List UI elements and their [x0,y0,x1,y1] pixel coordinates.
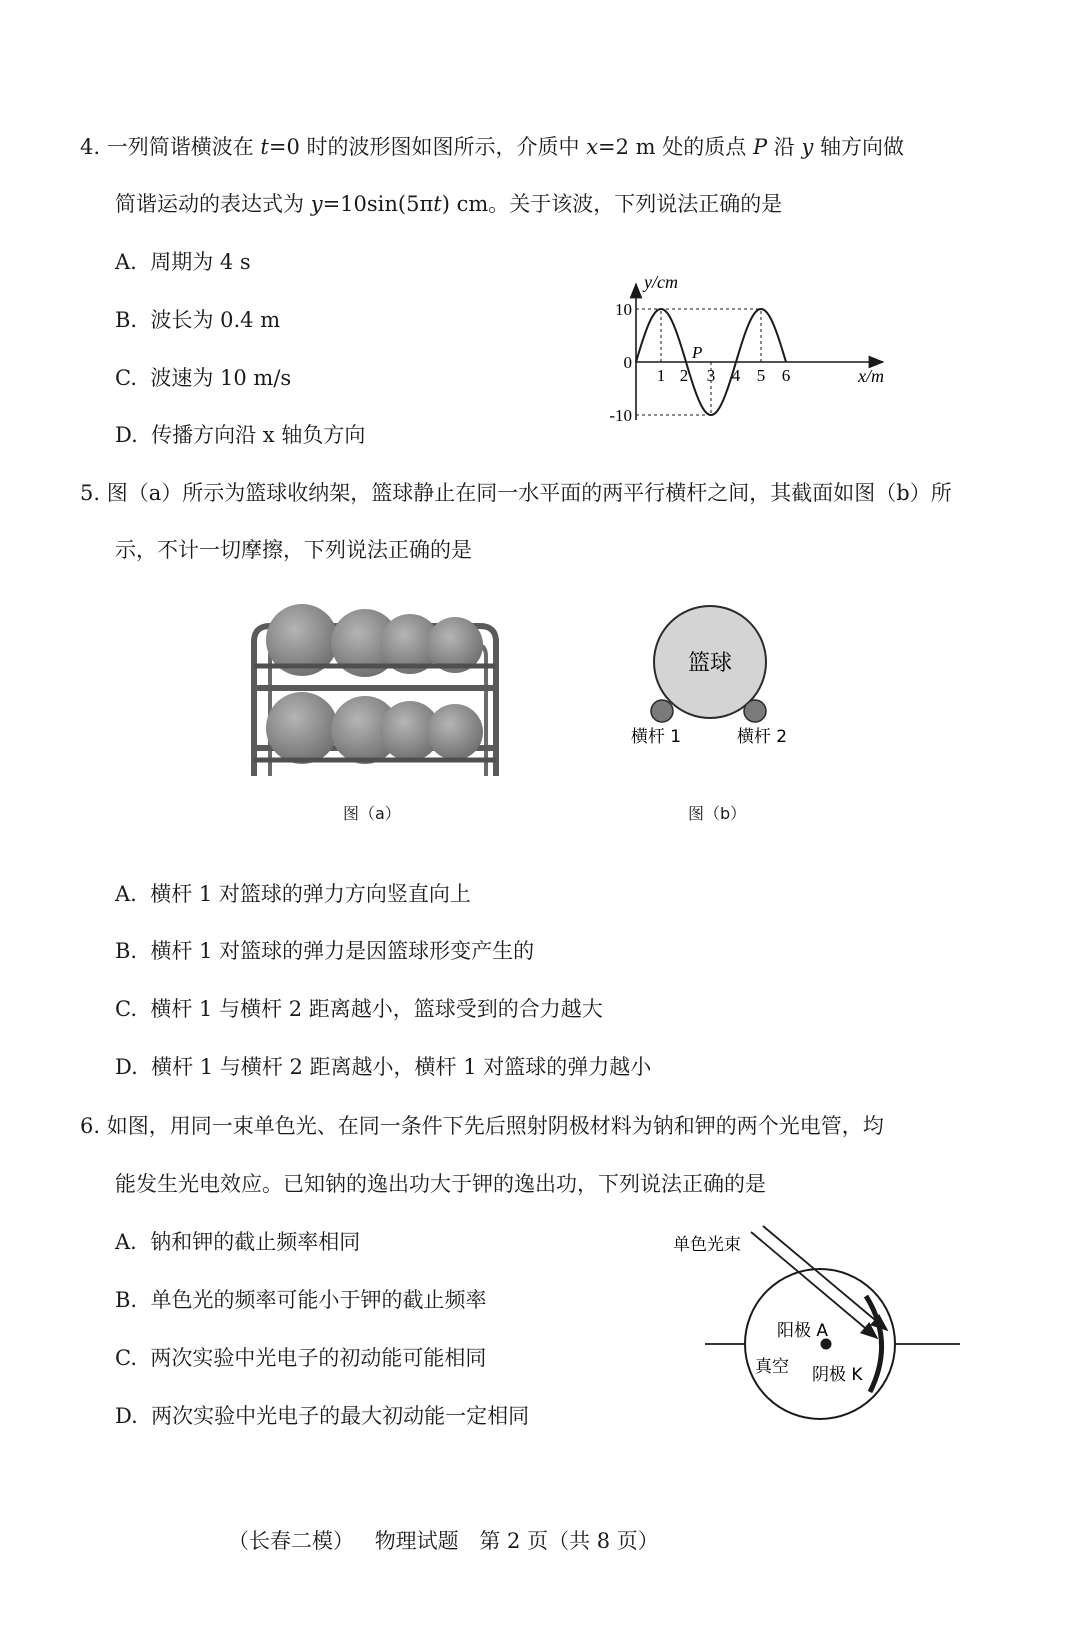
basketball [427,704,483,760]
x-tick-label: 5 [756,366,766,385]
x-tick-label: 6 [781,366,791,385]
q4-option-a: A. 周期为 4 s [115,250,251,274]
y-tick-label: -10 [609,406,632,425]
q6-option-d: D. 两次实验中光电子的最大初动能一定相同 [115,1404,530,1428]
x-tick-label: 1 [656,366,666,385]
cross-section-figure [610,600,810,755]
x-tick-label: 3 [706,366,716,385]
point-p-label: P [692,343,703,362]
q4-number: 4. [80,135,101,159]
bar-1-label: 横杆 1 [630,727,682,747]
q4-stem-line1: 4. 一列简谐横波在 t=0 时的波形图如图所示，介质中 x=2 m 处的质点 P 沿 y 轴方向做 [80,135,904,159]
q5-stem-line2: 示，不计一切摩擦，下列说法正确的是 [115,538,472,562]
bar-2 [744,700,766,722]
vacuum-label: 真空 [755,1357,789,1377]
q5-option-b: B. 横杆 1 对篮球的弹力是因篮球形变产生的 [115,939,535,963]
q4-option-b: B. 波长为 0.4 m [115,308,281,332]
y-tick-label: 10 [615,300,632,319]
footer-subject: 物理试题 [374,1529,459,1553]
figure-b-caption: 图（b） [688,804,747,823]
wave-graph [600,270,900,435]
q6-option-b: B. 单色光的频率可能小于钾的截止频率 [115,1288,487,1312]
footer-exam: （长春二模） [228,1529,354,1553]
y-tick-label: 0 [623,353,632,372]
beam-label: 单色光束 [673,1235,741,1255]
cathode-label: 阴极 K [812,1365,863,1385]
bar-2-label: 横杆 2 [736,727,788,747]
bar-1 [651,700,673,722]
q6-option-c: C. 两次实验中光电子的初动能可能相同 [115,1346,487,1370]
basketball-rack-figure [240,600,510,785]
y-axis-label: y/cm [644,272,678,292]
figure-a-caption: 图（a） [343,804,401,823]
x-axis-label: x/m [858,366,884,386]
x-tick-label: 4 [731,366,741,385]
basketball [266,692,338,764]
q5-option-d: D. 横杆 1 与横杆 2 距离越小，横杆 1 对篮球的弹力越小 [115,1055,652,1079]
q4-option-c: C. 波速为 10 m/s [115,366,292,390]
page-footer [228,1525,673,1555]
q4-option-d: D. 传播方向沿 x 轴负方向 [115,423,366,447]
phototube-diagram [665,1220,965,1430]
ball-label: 篮球 [687,651,733,676]
anode-label: 阳极 A [777,1321,829,1341]
x-tick-label: 2 [679,366,689,385]
q6-stem-line1: 6. 如图，用同一束单色光、在同一条件下先后照射阴极材料为钠和钾的两个光电管，均 [80,1114,884,1138]
phototube-glass [745,1269,895,1419]
q5-number: 5. [80,481,101,505]
q5-stem-line1: 5. 图（a）所示为篮球收纳架，篮球静止在同一水平面的两平行横杆之间，其截面如图（b）所 [80,481,952,505]
q4-stem-line2: 简谐运动的表达式为 y=10sin(5πt) cm。关于该波，下列说法正确的是 [115,192,783,216]
q6-option-a: A. 钠和钾的截止频率相同 [115,1230,361,1254]
q6-number: 6. [80,1114,101,1138]
q5-option-c: C. 横杆 1 与横杆 2 距离越小，篮球受到的合力越大 [115,997,603,1021]
q6-stem-line2: 能发生光电效应。已知钠的逸出功大于钾的逸出功，下列说法正确的是 [115,1172,766,1196]
footer-page: 第 2 页（共 8 页） [479,1529,659,1553]
q5-option-a: A. 横杆 1 对篮球的弹力方向竖直向上 [115,882,471,906]
